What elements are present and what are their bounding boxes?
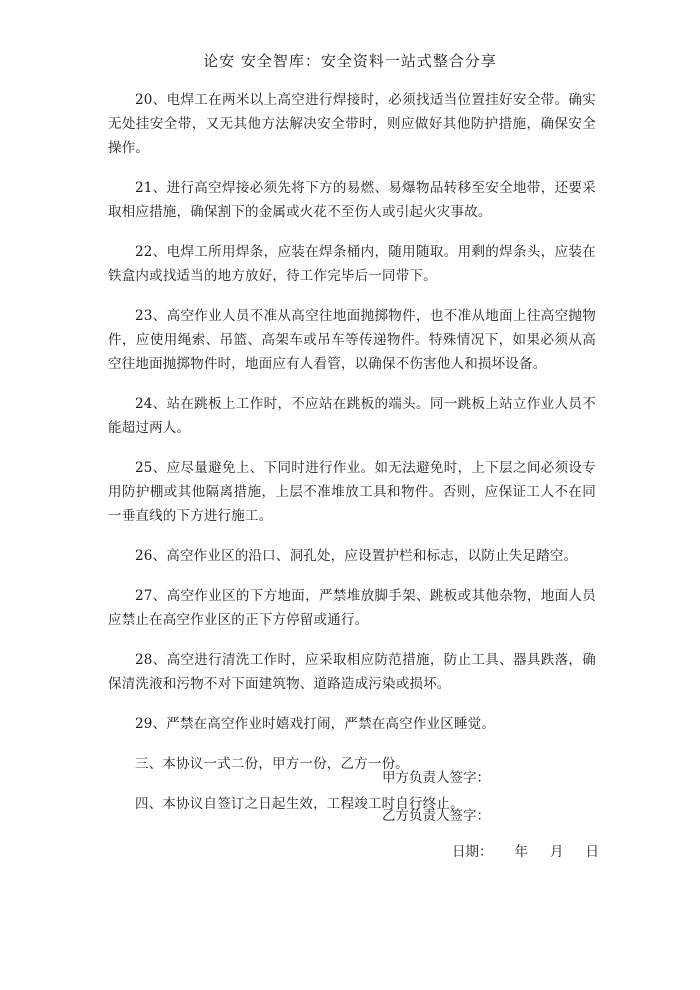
- clause-28: 28、高空进行清洗工作时，应采取相应防范措施，防止工具、器具跌落，确保清洗液和污物不对下面建筑物、道路造成污染或损坏。: [108, 652, 596, 692]
- agreement-copies: 三、本协议一式二份，甲方一份，乙方一份。: [135, 756, 409, 772]
- clause-22: 22、电焊工所用焊条，应装在焊条桶内，随用随取。用剩的焊条头，应装在铁盒内或找适当的地方放好，待工作完毕后一同带下。: [108, 244, 596, 284]
- clause-25: 25、应尽量避免上、下同时进行作业。如无法避免时，上下层之间必须设专用防护棚或其他隔离措施，上层不准堆放工具和物件。否则，应保证工人不在同一垂直线的下方进行施工。: [108, 460, 596, 524]
- date-month: 月: [550, 844, 564, 860]
- clause-23: 23、高空作业人员不准从高空往地面抛掷物件，也不准从地面上往高空抛物件，应使用绳索、吊篮、高架车或吊车等传递物件。特殊情况下，如果必须从高空往地面抛掷物件时，地面应有人看管，以确保不伤害他人和损坏设备。: [108, 308, 596, 372]
- clause-21: 21、进行高空焊接必须先将下方的易燃、易爆物品转移至安全地带，还要采取相应措施，确保割下的金属或火花不至伤人或引起火灾事故。: [108, 180, 596, 220]
- party-b-signature-label: 乙方负责人签字：: [382, 808, 490, 824]
- party-a-signature-label: 甲方负责人签字：: [382, 770, 490, 786]
- date-label: 日期：: [452, 844, 493, 860]
- clause-27: 27、高空作业区的下方地面，严禁堆放脚手架、跳板或其他杂物，地面人员应禁止在高空作业区的正下方停留或通行。: [108, 588, 596, 628]
- date-year: 年: [514, 844, 528, 860]
- agreement-effective: 四、本协议自签订之日起生效，工程竣工时自行终止。: [135, 796, 464, 812]
- clause-20: 20、电焊工在两米以上高空进行焊接时，必须找适当位置挂好安全带。确实无处挂安全带，又无其他方法解决安全带时，则应做好其他防护措施，确保安全操作。: [108, 92, 596, 156]
- clause-24: 24、站在跳板上工作时，不应站在跳板的端头。同一跳板上站立作业人员不能超过两人。: [108, 396, 596, 436]
- document-body: [108, 88, 596, 832]
- date-line: [452, 840, 599, 860]
- page-header: 论安 安全智库：安全资料一站式整合分享: [203, 52, 497, 70]
- clause-26: 26、高空作业区的沿口、洞孔处，应设置护栏和标志，以防止失足踏空。: [135, 548, 578, 564]
- date-day: 日: [585, 844, 599, 860]
- clause-29: 29、严禁在高空作业时嬉戏打闹，严禁在高空作业区睡觉。: [135, 716, 496, 732]
